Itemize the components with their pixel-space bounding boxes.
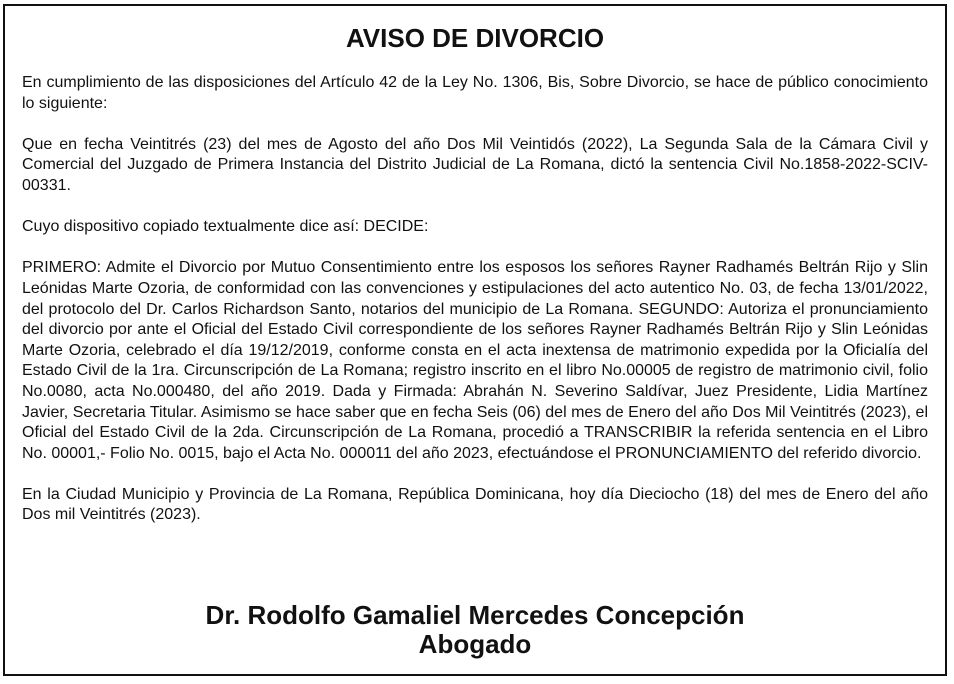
signature-role: Abogado	[418, 629, 532, 659]
signature-block	[5, 601, 945, 659]
paragraph-decision: PRIMERO: Admite el Divorcio por Mutuo Consentimiento entre los esposos los señores Rayner Radhamés Beltrán Rijo y Slin Leónidas Marte Ozoria, de conformidad con las convenciones y estipulaciones del acto autentico No. 03, de fecha 13/01/2022, del protocolo del Dr. Carlos Richardson Santo, notarios del municipio de La Romana. SEGUNDO: Autoriza el pronunciamiento del divorcio por ante el Oficial del Estado Civil correspondiente de los señores Rayner Radhamés Beltrán Rijo y Slin Leónidas Marte Ozoria, celebrado el día 19/12/2019, conforme consta en el acta inextensa de matrimonio expedida por la Oficialía del Estado Civil de la 1ra. Circunscripción de La Romana; registro inscrito en el libro No.00005 de registro de matrimonio civil, folio No.0080, acta No.000480, del año 2019. Dada y Firmada: Abrahán N. Severino Saldívar, Juez Presidente, Lidia Martínez Javier, Secretaria Titular. Asimismo se hace saber que en fecha Seis (06) del mes de Enero del año Dos Mil Veintitrés (2023), el Oficial del Estado Civil de la 2da. Circunscripción de La Romana, procedió a TRANSCRIBIR la referida sentencia en el Libro No. 00001,- Folio No. 0015, bajo el Acta No. 000011 del año 2023, efectuándose el PRONUNCIAMIENTO del referido divorcio.	[22, 259, 928, 462]
paragraph-dispositivo: Cuyo dispositivo copiado textualmente dice así: DECIDE:	[22, 218, 429, 236]
signature-name: Dr. Rodolfo Gamaliel Mercedes Concepción	[205, 600, 745, 630]
paragraph-closing: En la Ciudad Municipio y Provincia de La Romana, República Dominicana, hoy día Dieciocho (18) del mes de Enero del año Dos mil Veintitrés (2023).	[22, 485, 928, 524]
notice-title: AVISO DE DIVORCIO	[345, 23, 605, 53]
divorce-notice	[3, 4, 947, 676]
paragraph-sentence: Que en fecha Veintitrés (23) del mes de Agosto del año Dos Mil Veintidós (2022), La Segunda Sala de la Cámara Civil y Comercial del Juzgado de Primera Instancia del Distrito Judicial de La Romana, dictó la sentencia Civil No.1858-2022-SCIV-00331.	[22, 135, 928, 194]
notice-body	[22, 73, 928, 526]
paragraph-intro: En cumplimiento de las disposiciones del Artículo 42 de la Ley No. 1306, Bis, Sobre Divorcio, se hace de público conocimiento lo siguiente:	[22, 74, 928, 112]
